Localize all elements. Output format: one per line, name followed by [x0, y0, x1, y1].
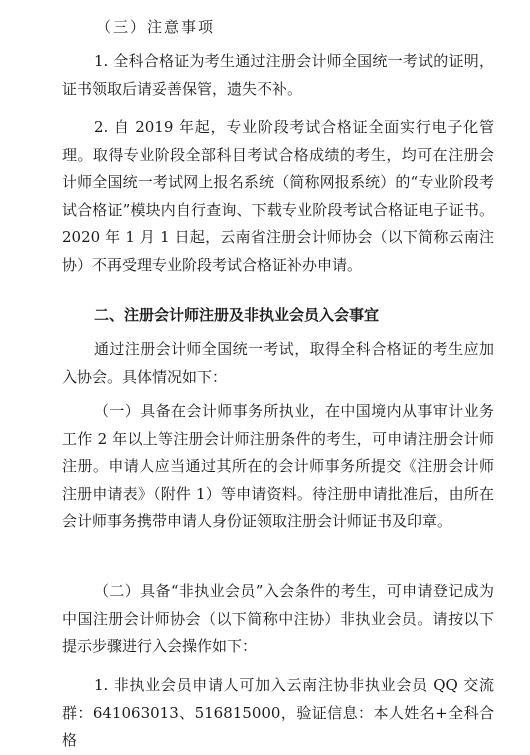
para2-text: 2. 自 2019 年起，专业阶段考试合格证全面实行电子化管理。取得专业阶段全部科目考试合格成绩的考生，均可在注册会计师全国统一考试网上报名系统（简称网报系统）的“专业阶段考试合格证”模块内自行查询、下载专业阶段考试合格证电子证书。2020 年 1 月 1 日起，云南省注册会计师协会（以下简称云南注协）不再受理专业阶段考试合格证补办申请。: [62, 118, 494, 274]
section2-title: [62, 302, 494, 330]
paragraph-practicing-registration: [62, 398, 494, 536]
paragraph-electronic-certificate: [62, 114, 494, 279]
paragraph-join-association: [62, 336, 494, 391]
para5-text: （二）具备“非执业会员”入会条件的考生，可申请登记成为中国注册会计师协会（以下简称中注协）非执业会员。请按以下提示步骤进行入会操作如下：: [62, 582, 494, 655]
para3-text: 通过注册会计师全国统一考试，取得全科合格证的考生应加入协会。具体情况如下：: [62, 340, 494, 386]
para1-text: 1. 全科合格证为考生通过注册会计师全国统一考试的证明，证书领取后请妥善保管，遗失不补。: [62, 52, 494, 98]
paragraph-non-practicing-member: [62, 578, 494, 661]
section-note-title-text: （三）注意事项: [96, 18, 216, 36]
section-note-title: [96, 14, 496, 42]
paragraph-qq-group: [62, 672, 494, 755]
section2-title-text: 二、注册会计师注册及非执业会员入会事宜: [94, 306, 380, 324]
para6-text: 1. 非执业会员申请人可加入云南注协非执业会员 QQ 交流群：641063013、516815000，验证信息：本人姓名+全科合格: [62, 676, 494, 749]
para4-text: （一）具备在会计师事务所执业，在中国境内从事审计业务工作 2 年以上等注册会计师注册条件的考生，可申请注册会计师注册。申请人应当通过其所在的会计师事务所提交《注册会计师注册申请表》（附件 1）等申请资料。待注册申请批准后，由所在会计师事务携带申请人身份证领取注册会计师证书及印章。: [62, 402, 494, 530]
paragraph-certificate-storage: [62, 48, 494, 103]
